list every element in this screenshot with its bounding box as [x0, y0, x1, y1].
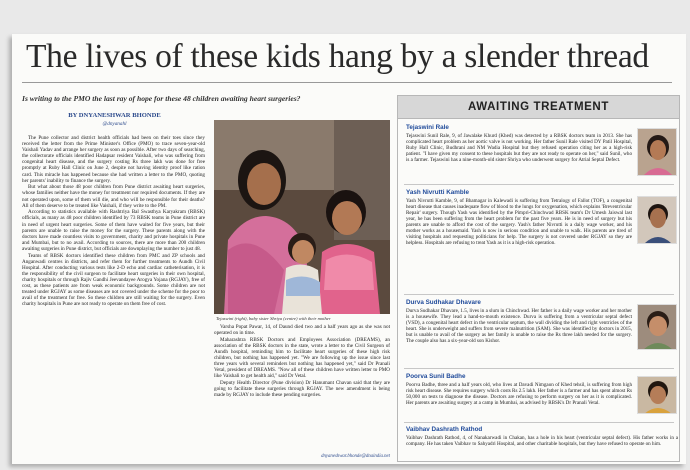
entry-divider: [404, 184, 674, 185]
author-handle: @dnyanahl: [102, 121, 127, 127]
entry-divider: [404, 294, 674, 295]
paragraph: Varsha Popat Pawar, 14, of Daund died two and a half years ago as she was not operated on in time.: [214, 324, 390, 337]
author-email: dnyaneshwar.bhonde@dnaindia.net: [321, 454, 390, 459]
entry-divider: [404, 368, 674, 369]
entry-name: Poorva Sunil Badhe: [406, 373, 466, 380]
byline: BY DNYANESHWAR BHONDE: [68, 112, 161, 119]
headline-rule: [22, 82, 672, 83]
paragraph: Maharashtra RBSK Doctors and Employees Association (DREAMS), an association of the RBSK doctors in the state, wrote a letter to the Civil Surgeon of Aundh hospital, reminding him to facilitate heart surgeries of these high risk children, but nothing has happened yet. "We are following up the issue since last three years with several reminders but nothing has happened yet," said Dr Pranali Vetal, president of DREAMS. "Now all of these children have written letter to PMO like Vaishali to get health aid," said Dr Vetal.: [214, 336, 390, 380]
entry-text: Tejaswini Sunil Rale, 9, of Jawalake Khurd (Khed) was detected by a RBSK doctors team in 2013. She has complicated heart problem as her aortic valve is not working. Her father Sunil Rale visited DY Patil Hospital, Ruby Hall Clinic, Budhrani and NM Wadia Hospital but they refused operation citing her as a high-risk patient. "I have given my consent to these hospitals but they are not ready to operate on her," said Sunil, who is a farmer. Tejaswini has a nine-month-old sister Shriya who underwent surgery for Atrial Septal Defect.: [406, 132, 632, 163]
entry-text: Yash Nivrutti Kamble, 9, of Bhamagar in Kalewadi is suffering from Tetralogy of Fallot (TOF), a congenital heart disease that causes inadequate flow of blood to the lungs for oxygenation, which explains 'Breventricular Repair' surgery. Though Yash was identified by the Pimpri-Chinchwad RBSK team's Dr Umesh Jaiswal last year, he has been suffering from the heart problem for the past five years. He is in need of surgery but his parents are unable to afford the cost of the surgery. Yash's father Nivrutti is a daily wage worker, and his mother works as a housemaid. Yash is now in serious condition and unable to walk. His parents are tired of visiting hospitals and requesting politicians for help. The surgery is not covered under RGJAY so they are helpless. Hospitals are refusing to treat Yash as it is a high-risk operation.: [406, 197, 632, 246]
entry-name: Yash Nivrutti Kamble: [406, 189, 469, 196]
article-column-2: [214, 324, 390, 459]
child-portrait-tejaswini: [637, 128, 677, 176]
child-portrait-durva: [637, 304, 677, 350]
photo-caption: Tejaswini (right), baby sister Shriya (centre) with their mother: [216, 316, 331, 321]
entry-name: Tejaswini Rale: [406, 124, 449, 131]
entry-name: Durva Sudhakar Dhavare: [406, 299, 481, 306]
child-portrait-yash: [637, 196, 677, 244]
entry-text: Poorva Badhe, three and a half years old, who lives at Davadi Nimgaon of Khed tehsil, is suffering from high risk heart disease. She requires surgery which costs Rs 2.5 lakh. Her father is a farmer and has spent almost Rs 50,000 on tests to diagnose the disease. Doctors are refusing to perform surgery on her as it is complicated. Her parents are awaiting surgery at a camp in Mumbai, as advised by RBSK's Dr Pranali Vetal.: [406, 381, 632, 406]
photo-illustration: [214, 120, 390, 314]
child-portrait-poorva: [637, 376, 677, 414]
paragraph: Deputy Health Director (Pune division) Dr Hanumant Chavan said that they are going to facilitate these surgeries through RGJAY. The new amendment is being made by RGJAY to include these pending surgeries.: [214, 380, 390, 399]
awaiting-treatment-sidebar: [397, 95, 680, 462]
deck: Is writing to the PMO the last ray of hope for these 48 children awaiting heart surgeries?: [22, 94, 301, 103]
paragraph: According to statistics available with Rashtriya Bal Swasthya Karyakram (RBSK) officials, as many as 48 poor children identified by 73 RBSK teams in Pune district are in need of urgent heart surgeries. Some of them have waited for five years, but their parents are unable to raise the money for the surgery. These parents along with the doctors have made countless visits to government, charity and private hospitals in Pune and Mumbai, but to no avail. According to sources, there are more than 200 children awaiting surgeries in Pune district, but officials are downplaying the number to just 48.: [22, 209, 205, 252]
article-column-1: [22, 135, 205, 460]
mother-with-children-photo: [214, 120, 390, 314]
newspaper-clipping: [12, 34, 686, 464]
paragraph: But what about those 48 poor children from Pune district awaiting heart surgeries, whose families neither have the money for treatment nor required documents. If they are not operated upon, some of them will die, and who will be responsible for their deaths? All of them deserve to be treated like Vaishali, if they write to the PM.: [22, 184, 205, 209]
entry-text: Durva Sudhakar Dhavare, 1.5, lives in a slum in Chinchwad. Her father is a daily wage worker and her mother is a housewife. They lead a hand-to-mouth existence. Durva is suffering from a ventricular septal defect (VSD), a congenital heart defect in the ventricular septum, the wall dividing the left and right ventricles of the heart. She is underweight and suffers from severe malnutrition (SAM). She was identified by doctors in 2015, but is unable to avail of the surgery as her family is unable to raise the Rs three lakh needed for the surgery. The couple also has a six-year-old son Kishor.: [406, 307, 632, 344]
paragraph: Teams of RBSK doctors identified these children from PMC and ZP schools and Anganwadi centres in districts, and refer them for further treatments to Aundh Civil Hospital. After conducting various tests like 2-D echo and cardiac catheterisation, it is the responsibility of the civil surgeon to facilitate heart surgeries in their own hospital, charity hospitals or through Rajiv Gandhi Jeevandayee Arogya Yojana (RGJAY), free of cost, as these patients are from weak economic backgrounds. Some children are not treated under RGJAY as some diseases are not covered under the scheme for the poor to avail of the treatment for free. So these children are still waiting for the surgery. Even charity hospitals in Pune are not ready to operate on them free of cost.: [22, 252, 205, 308]
sidebar-title: AWAITING TREATMENT: [398, 96, 679, 119]
entry-name: Vaibhav Dashrath Rathod: [406, 426, 483, 433]
sidebar-entry: [406, 426, 678, 447]
entry-divider: [404, 422, 674, 423]
headline: The lives of these kids hang by a slender thread: [26, 38, 649, 75]
paragraph: The Pune collector and district health officials had been on their toes since they received the letter from the Prime Minister's Office (PMO) to trace seven-year-old Vaishali Yadav and arrange her surgery as soon as possible. After two days of searching, the collectorate officials identified Hadapsar resident Vaishali, who was suffering from congenital heart disease, and the surgery costing Rs three lakh was done for free promptly at Ruby Hall Clinic on June 2, despite not having identity proof like ration card. This miracle has happened because she had written a letter to the PMO, quoting her parents' inability to finance the surgery.: [22, 135, 205, 184]
entry-text: Vaibhav Dashrath Rathod, 4, of Nanakarwadi in Chakan, has a hole in his heart (ventricular septal defect). His father works in a company. He has taken Vaibhav to Sahyadri Hospital, and other charitable hospitals, but they have refused to operate on him.: [406, 434, 678, 447]
